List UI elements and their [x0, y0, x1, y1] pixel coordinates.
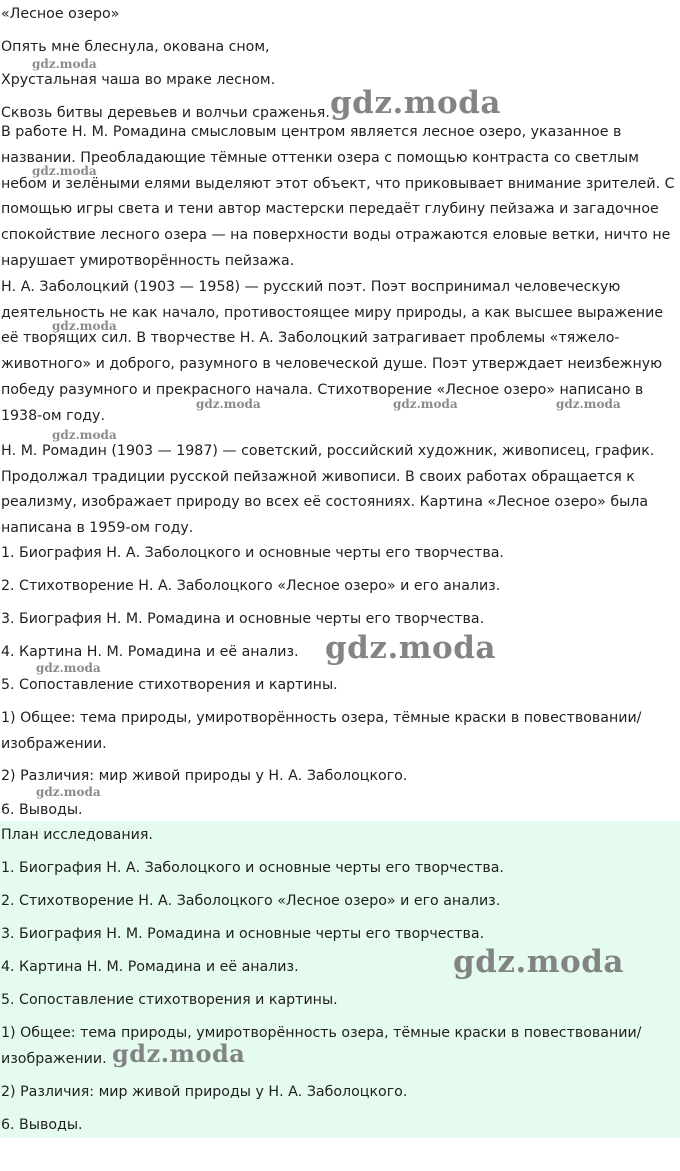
watermark: gdz.moda: [453, 944, 624, 980]
poem-line: Опять мне блеснула, окована сном,: [1, 39, 270, 55]
paragraph-line: Продолжал традиции русской пейзажной живописи. В своих работах обращается к: [1, 469, 635, 485]
answer-item: 1) Общее: тема природы, умиротворённость озера, тёмные краски в повествовании/: [1, 1025, 642, 1041]
paragraph-line: животного» и доброго, разумного в человеческой душе. Поэт утверждает неизбежную: [1, 356, 663, 372]
answer-item: 5. Сопоставление стихотворения и картины.: [1, 992, 338, 1008]
plan-item: 5. Сопоставление стихотворения и картины.: [1, 677, 338, 693]
answer-item: 6. Выводы.: [1, 1117, 83, 1133]
answer-heading: План исследования.: [1, 827, 153, 843]
watermark: gdz.moda: [393, 397, 458, 411]
plan-item: изображении.: [1, 736, 107, 752]
answer-item: 1. Биография Н. А. Заболоцкого и основные черты его творчества.: [1, 860, 504, 876]
plan-item: 6. Выводы.: [1, 802, 83, 818]
answer-item: 3. Биография Н. М. Ромадина и основные черты его творчества.: [1, 926, 485, 942]
answer-item: 2) Различия: мир живой природы у Н. А. Заболоцкого.: [1, 1084, 408, 1100]
paragraph-line: небом и зелёными елями выделяют этот объект, что приковывает внимание зрителей. С: [1, 176, 675, 192]
paragraph-line: Н. М. Ромадин (1903 — 1987) — советский, российский художник, живописец, график.: [1, 443, 655, 459]
paragraph-line: спокойствие лесного озера — на поверхности воды отражаются еловые ветки, ничто не: [1, 227, 671, 243]
watermark: gdz.moda: [556, 397, 621, 411]
paragraph-line: 1938-ом году.: [1, 408, 105, 424]
poem-title: «Лесное озеро»: [1, 6, 120, 22]
paragraph-line: Н. А. Заболоцкий (1903 — 1958) — русский поэт. Поэт воспринимал человеческую: [1, 279, 621, 295]
watermark: gdz.moda: [330, 85, 501, 121]
plan-item: 2. Стихотворение Н. А. Заболоцкого «Лесное озеро» и его анализ.: [1, 578, 501, 594]
watermark: gdz.moda: [36, 661, 101, 675]
paragraph-line: названии. Преобладающие тёмные оттенки озера с помощью контраста со светлым: [1, 150, 639, 166]
paragraph-line: победу разумного и прекрасного начала. Стихотворение «Лесное озеро» написано в: [1, 382, 644, 398]
paragraph-line: В работе Н. М. Ромадина смысловым центром является лесное озеро, указанное в: [1, 124, 622, 140]
watermark: gdz.moda: [36, 785, 101, 799]
paragraph-line: деятельность не как начало, противостоящее миру природы, а как высшее выражение: [1, 305, 664, 321]
plan-item: 4. Картина Н. М. Ромадина и её анализ.: [1, 644, 299, 660]
paragraph-line: нарушает умиротворённость пейзажа.: [1, 253, 295, 269]
answer-item: 2. Стихотворение Н. А. Заболоцкого «Лесное озеро» и его анализ.: [1, 893, 501, 909]
watermark: gdz.moda: [112, 1039, 246, 1068]
watermark: gdz.moda: [52, 428, 117, 442]
watermark: gdz.moda: [325, 630, 496, 666]
watermark: gdz.moda: [32, 164, 97, 178]
answer-item: изображении.: [1, 1051, 107, 1067]
watermark: gdz.moda: [196, 397, 261, 411]
watermark: gdz.moda: [32, 57, 97, 71]
answer-item: 4. Картина Н. М. Ромадина и её анализ.: [1, 959, 299, 975]
watermark: gdz.moda: [52, 319, 117, 333]
plan-item: 2) Различия: мир живой природы у Н. А. Заболоцкого.: [1, 768, 408, 784]
poem-line: Хрустальная чаша во мраке лесном.: [1, 72, 276, 88]
plan-item: 3. Биография Н. М. Ромадина и основные черты его творчества.: [1, 611, 485, 627]
plan-item: 1. Биография Н. А. Заболоцкого и основные черты его творчества.: [1, 545, 504, 561]
poem-line: Сквозь битвы деревьев и волчьи сраженья.: [1, 105, 330, 121]
paragraph-line: реализму, изображает природу во всех её состояниях. Картина «Лесное озеро» была: [1, 494, 649, 510]
paragraph-line: её творящих сил. В творчестве Н. А. Заболоцкий затрагивает проблемы «тяжело-: [1, 330, 620, 346]
paragraph-line: написана в 1959-ом году.: [1, 520, 194, 536]
paragraph-line: помощью игры света и тени автор мастерски передаёт глубину пейзажа и загадочное: [1, 201, 659, 217]
plan-item: 1) Общее: тема природы, умиротворённость озера, тёмные краски в повествовании/: [1, 710, 642, 726]
